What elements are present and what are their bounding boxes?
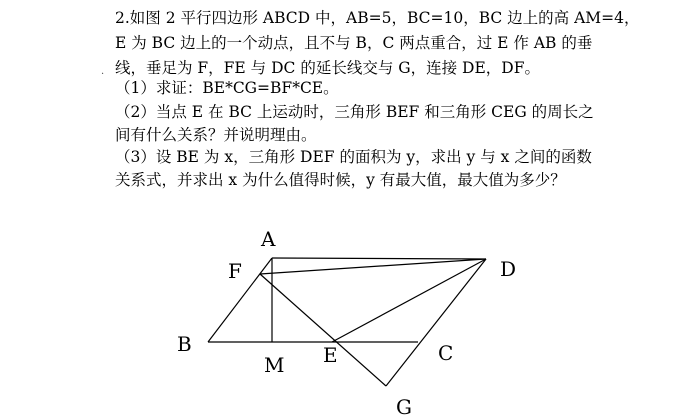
segment-DG	[386, 259, 486, 386]
segment-DE	[332, 259, 486, 342]
problem-line-2: E 为 BC 边上的一个动点，且不与 B，C 两点重合，过 E 作 AB 的垂	[115, 34, 593, 52]
problem-line-1: 2.如图 2 平行四边形 ABCD 中，AB=5，BC=10，BC 边上的高 AM=4，	[115, 9, 640, 27]
label-F: F	[228, 259, 242, 283]
label-D: D	[500, 257, 517, 281]
segment-AD	[272, 258, 486, 259]
label-M: M	[264, 353, 285, 377]
label-C: C	[438, 341, 454, 365]
problem-part-3-cont: 关系式，并求出 x 为什么值得时候，y 有最大值，最大值为多少？	[115, 171, 566, 189]
stray-mark: ·	[101, 69, 105, 80]
problem-part-3: （3）设 BE 为 x，三角形 DEF 的面积为 y，求出 y 与 x 之间的函数	[115, 148, 592, 166]
problem-part-2-cont: 间有什么关系？并说明理由。	[115, 126, 317, 144]
label-A: A	[261, 227, 276, 251]
problem-part-2: （2）当点 E 在 BC 上运动时，三角形 BEF 和三角形 CEG 的周长之	[115, 103, 594, 121]
problem-part-1: （1）求证：BE*CG=BF*CE。	[115, 79, 339, 97]
label-B: B	[177, 332, 192, 356]
segment-DF	[260, 259, 486, 274]
label-G: G	[396, 395, 412, 419]
problem-line-3: 线，垂足为 F，FE 与 DC 的延长线交与 G，连接 DE，DF。	[115, 59, 540, 77]
label-E: E	[323, 343, 338, 367]
